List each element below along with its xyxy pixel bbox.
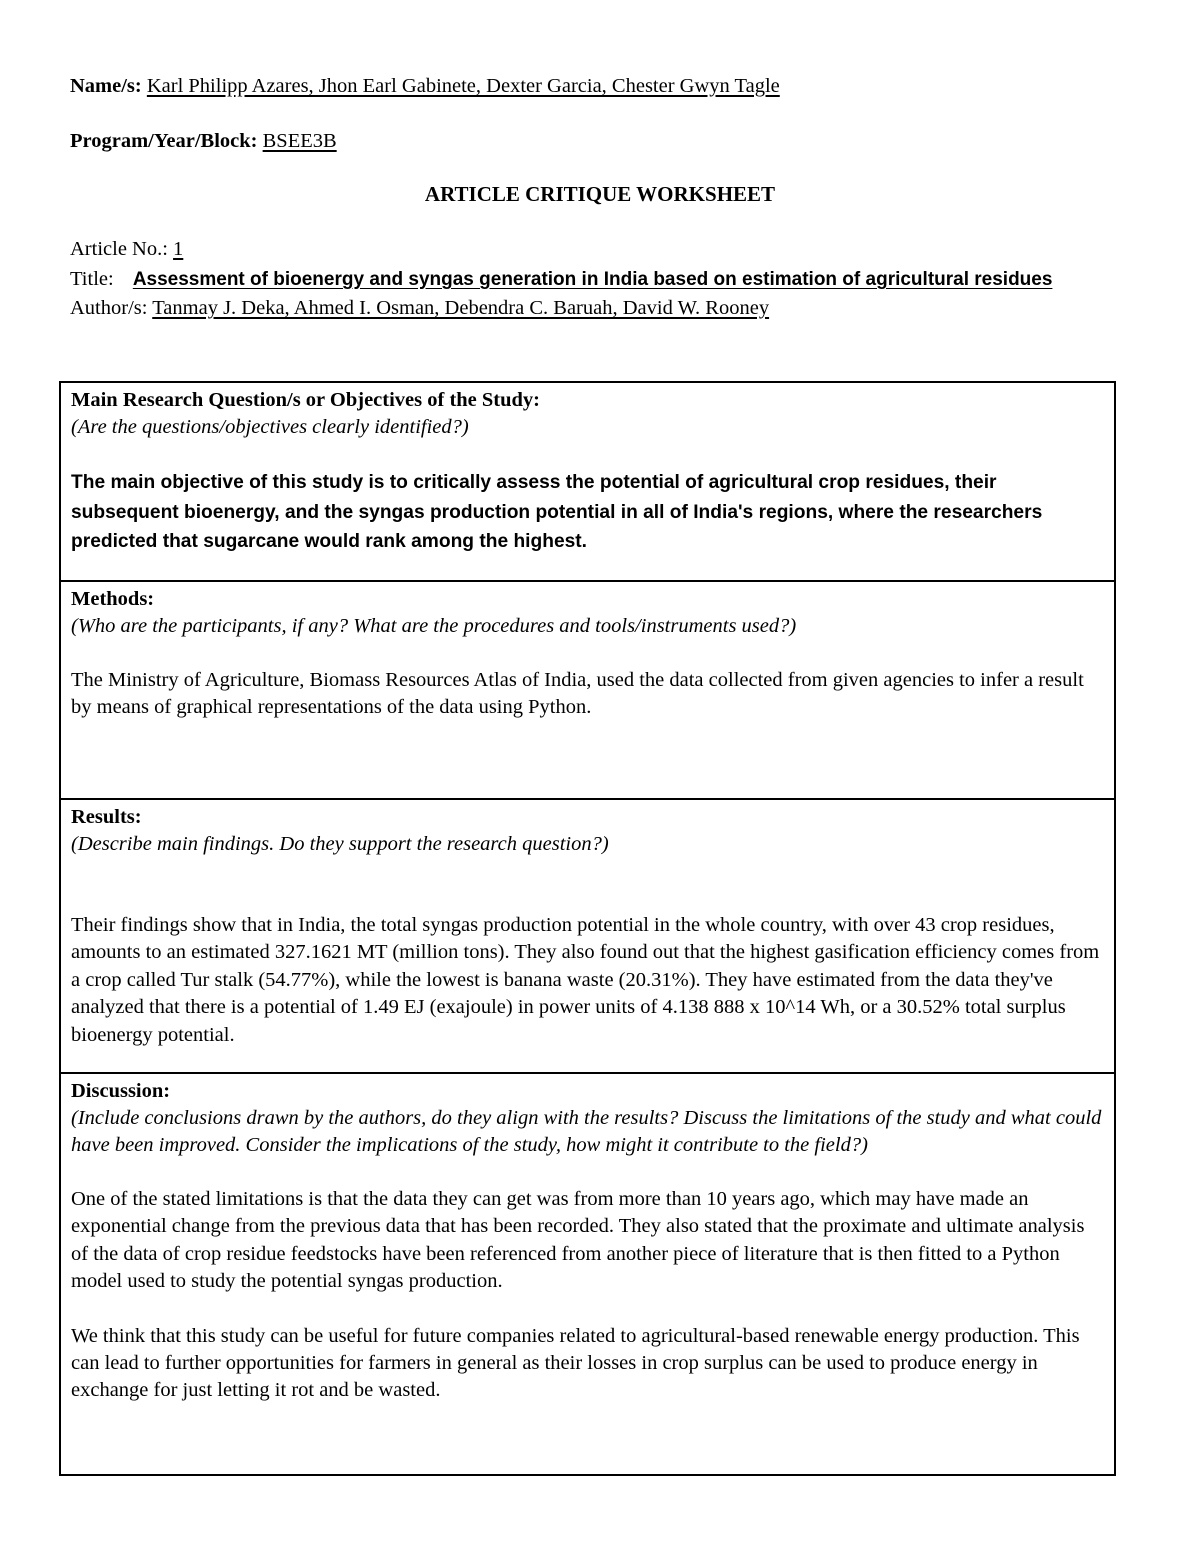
names-line (70, 73, 780, 99)
results-section (61, 798, 1114, 1072)
article-title-label: Title: (70, 268, 114, 290)
objectives-section (61, 383, 1114, 580)
discussion-hint: (Include conclusions drawn by the authors, do they align with the results? Discuss the limitations of the study and what could have been improved. Consider the implications of the study, how might it contribute to the field?) (71, 1107, 1102, 1156)
discussion-label: Discussion: (71, 1080, 171, 1102)
names-label: Name/s: (70, 75, 142, 97)
program-label: Program/Year/Block: (70, 130, 258, 152)
objectives-hint: (Are the questions/objectives clearly identified?) (71, 416, 469, 438)
discussion-body-2: We think that this study can be useful for future companies related to agricultural-based renewable energy production. This can lead to further opportunities for farmers in general as their losses in crop surplus can be used to produce energy in exchange for just letting it rot and be wasted. (71, 1324, 1080, 1402)
objectives-body: The main objective of this study is to critically assess the potential of agricultural crop residues, their subsequent bioenergy, and the syngas production potential in all of India's regions, where the researchers predicted that sugarcane would rank among the highest. (71, 472, 1043, 552)
methods-label: Methods: (71, 588, 155, 610)
discussion-body-1: One of the stated limitations is that the data they can get was from more than 10 years ago, which may have made an exponential change from the previous data that has been recorded. They also stated that the proximate and ultimate analysis of the data of crop residue feedstocks have been referenced from another piece of literature that is then fitted to a Python model used to study the potential syngas production. (71, 1188, 1085, 1293)
methods-section (61, 580, 1114, 798)
discussion-section (61, 1072, 1114, 1474)
methods-hint: (Who are the participants, if any? What are the procedures and tools/instruments used?) (71, 615, 797, 637)
article-authors-value: Tanmay J. Deka, Ahmed I. Osman, Debendra C. Baruah, David W. Rooney (152, 297, 770, 319)
program-line (70, 128, 337, 154)
methods-body: The Ministry of Agriculture, Biomass Resources Atlas of India, used the data collected from given agencies to infer a result by means of graphical representations of the data using Python. (71, 669, 1084, 719)
results-label: Results: (71, 806, 142, 828)
program-value: BSEE3B (262, 130, 337, 152)
article-title-value: Assessment of bioenergy and syngas generation in India based on estimation of agricultural residues (132, 269, 1053, 290)
article-authors-line (70, 295, 769, 321)
article-number-value: 1 (173, 238, 184, 260)
names-value: Karl Philipp Azares, Jhon Earl Gabinete, Dexter Garcia, Chester Gwyn Tagle (146, 75, 780, 97)
article-title-line (70, 266, 1052, 293)
objectives-label: Main Research Question/s or Objectives of the Study: (71, 389, 541, 411)
article-authors-label: Author/s: (70, 297, 148, 319)
results-hint: (Describe main findings. Do they support the research question?) (71, 833, 609, 855)
results-body: Their findings show that in India, the total syngas production potential in the whole country, with over 43 crop residues, amounts to an estimated 327.1621 MT (million tons). They also found out that the highest gasification efficiency comes from a crop called Tur stalk (54.77%), while the lowest is banana waste (20.31%). They have estimated from the data they've analyzed that there is a potential of 1.49 EJ (exajoule) in power units of 4.138 888 x 10^14 Wh, or a 30.52% total surplus bioenergy potential. (71, 914, 1100, 1046)
article-number-label: Article No.: (70, 238, 168, 260)
critique-table (59, 381, 1116, 1476)
article-number-line (70, 236, 183, 262)
page-title: ARTICLE CRITIQUE WORKSHEET (424, 182, 776, 206)
